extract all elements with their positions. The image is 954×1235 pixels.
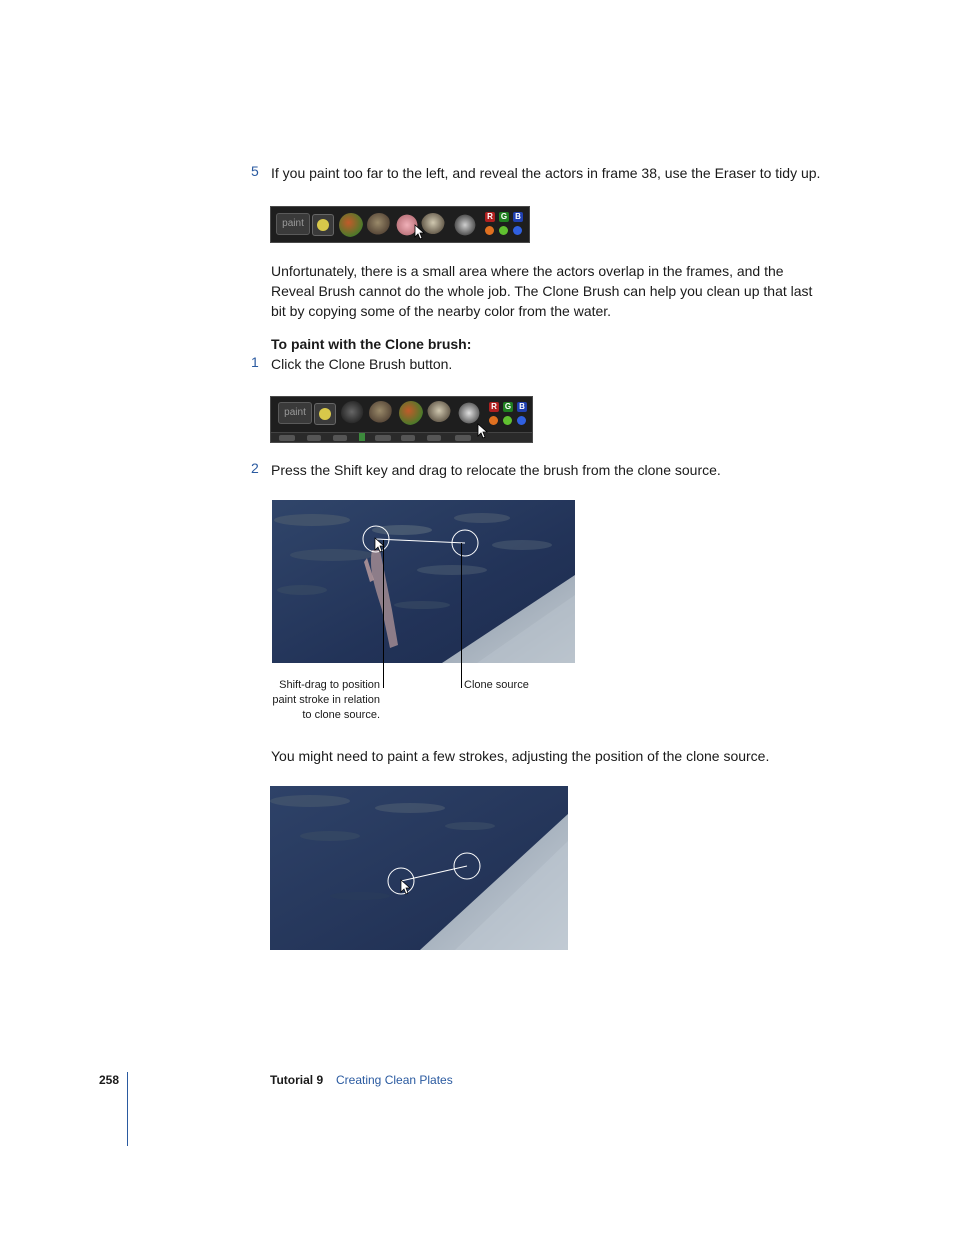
paint-button[interactable]: paint	[276, 213, 310, 235]
green-dot-icon	[503, 416, 512, 425]
reveal-brush-icon[interactable]	[339, 213, 363, 237]
step-number: 5	[251, 163, 259, 179]
red-channel-icon[interactable]: R	[485, 212, 495, 222]
blue-dot-icon	[513, 226, 522, 235]
step-text: If you paint too far to the left, and reveal the actors in frame 38, use the Eraser to tidy up.	[271, 165, 821, 181]
figure-tool-icon[interactable]	[427, 401, 451, 425]
shift-drag-caption: Shift-drag to position paint stroke in relation to clone source.	[272, 679, 380, 721]
blue-channel-icon[interactable]: B	[517, 402, 527, 412]
brush-tool-icon[interactable]	[312, 214, 334, 236]
green-channel-icon[interactable]: G	[504, 402, 512, 411]
clone-strokes-screenshot	[270, 786, 568, 950]
paragraph: You might need to paint a few strokes, adjusting the position of the clone source.	[271, 748, 770, 764]
brush-tool-icon[interactable]	[314, 403, 336, 425]
clone-brush-screenshot	[272, 500, 575, 663]
step-number: 1	[251, 354, 259, 370]
clone-toolbar-screenshot	[270, 396, 533, 443]
red-channel-icon[interactable]: R	[489, 402, 499, 412]
clone-brush-icon[interactable]	[457, 401, 481, 425]
step-number: 2	[251, 460, 259, 476]
paragraph: Unfortunately, there is a small area where the actors overlap in the frames, and the Reveal Brush cannot do the whole job. The Clone Brush can help you clean up that last bit by copying some of the nearby color from the water.	[271, 263, 813, 319]
orange-dot-icon	[485, 226, 494, 235]
paint-toolbar-screenshot	[270, 206, 530, 243]
blue-dot-icon	[517, 416, 526, 425]
blue-channel-icon[interactable]: B	[513, 212, 523, 222]
step-text: Click the Clone Brush button.	[271, 356, 453, 372]
page-number: 258	[99, 1073, 120, 1087]
step-text: Press the Shift key and drag to relocate the brush from the clone source.	[271, 462, 721, 478]
chapter-title: Creating Clean Plates	[336, 1073, 453, 1087]
reveal-brush-icon[interactable]	[399, 401, 423, 425]
clone-source-caption: Clone source	[464, 679, 529, 691]
chapter-label: Tutorial 9	[270, 1073, 324, 1087]
callout-leader-line	[383, 540, 384, 688]
callout-leader-line	[461, 543, 462, 688]
orange-dot-icon	[489, 416, 498, 425]
smudge-tool-icon[interactable]	[367, 213, 391, 237]
eraser-icon[interactable]	[341, 401, 365, 425]
secondary-toolbar-row	[271, 432, 532, 443]
green-channel-icon[interactable]: G	[500, 212, 508, 221]
paint-button[interactable]: paint	[278, 402, 312, 424]
clone-brush-icon[interactable]	[453, 213, 477, 237]
smudge-tool-icon[interactable]	[369, 401, 393, 425]
green-dot-icon	[499, 226, 508, 235]
mouse-pointer-icon	[477, 423, 489, 439]
mouse-pointer-icon	[414, 224, 426, 240]
procedure-heading: To paint with the Clone brush:	[271, 336, 472, 352]
footer-divider	[127, 1072, 128, 1146]
